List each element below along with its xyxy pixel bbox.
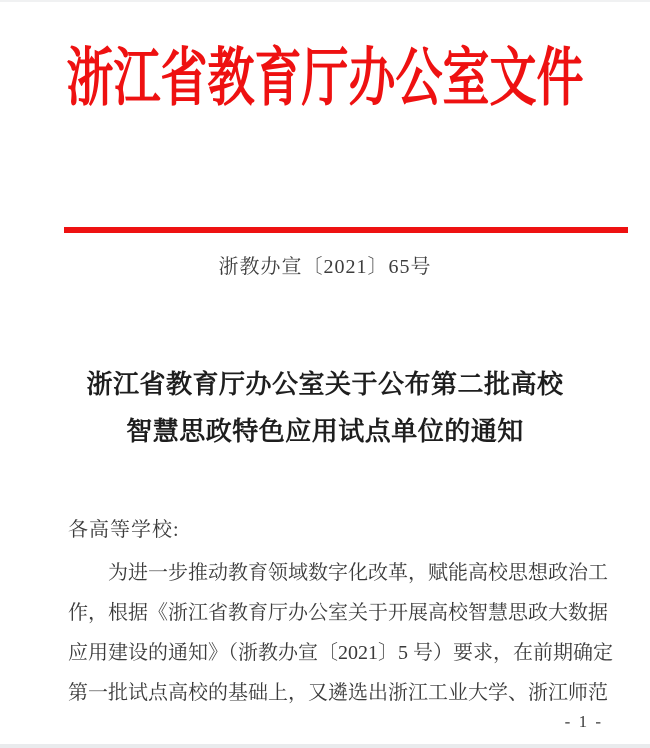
page-number: - 1 - (564, 712, 603, 731)
scan-edge-top (0, 0, 650, 2)
document-title-line-2: 智慧思政特色应用试点单位的通知 (126, 417, 524, 446)
paragraph-line: 作，根据《浙江省教育厅办公室关于开展高校智慧思政大数据 (68, 602, 608, 624)
salutation: 各高等学校: (68, 519, 180, 541)
document-title-line-1: 浙江省教育厅办公室关于公布第二批高校 (86, 370, 564, 399)
masthead-title: 浙江省教育厅办公室文件 (66, 43, 584, 115)
paragraph-line: 第一批试点高校的基础上，又遴选出浙江工业大学、浙江师范 (68, 682, 608, 704)
body-paragraph (68, 553, 613, 713)
scan-edge-bottom (0, 744, 650, 748)
document-number: 浙教办宣〔2021〕65号 (218, 256, 432, 278)
paragraph-line: 为进一步推动教育领域数字化改革，赋能高校思想政治工 (108, 562, 608, 584)
document-title (40, 361, 610, 455)
paragraph-line: 应用建设的通知》（浙教办宣〔2021〕5 号）要求，在前期确定 (68, 642, 613, 664)
red-divider-line (64, 227, 628, 233)
